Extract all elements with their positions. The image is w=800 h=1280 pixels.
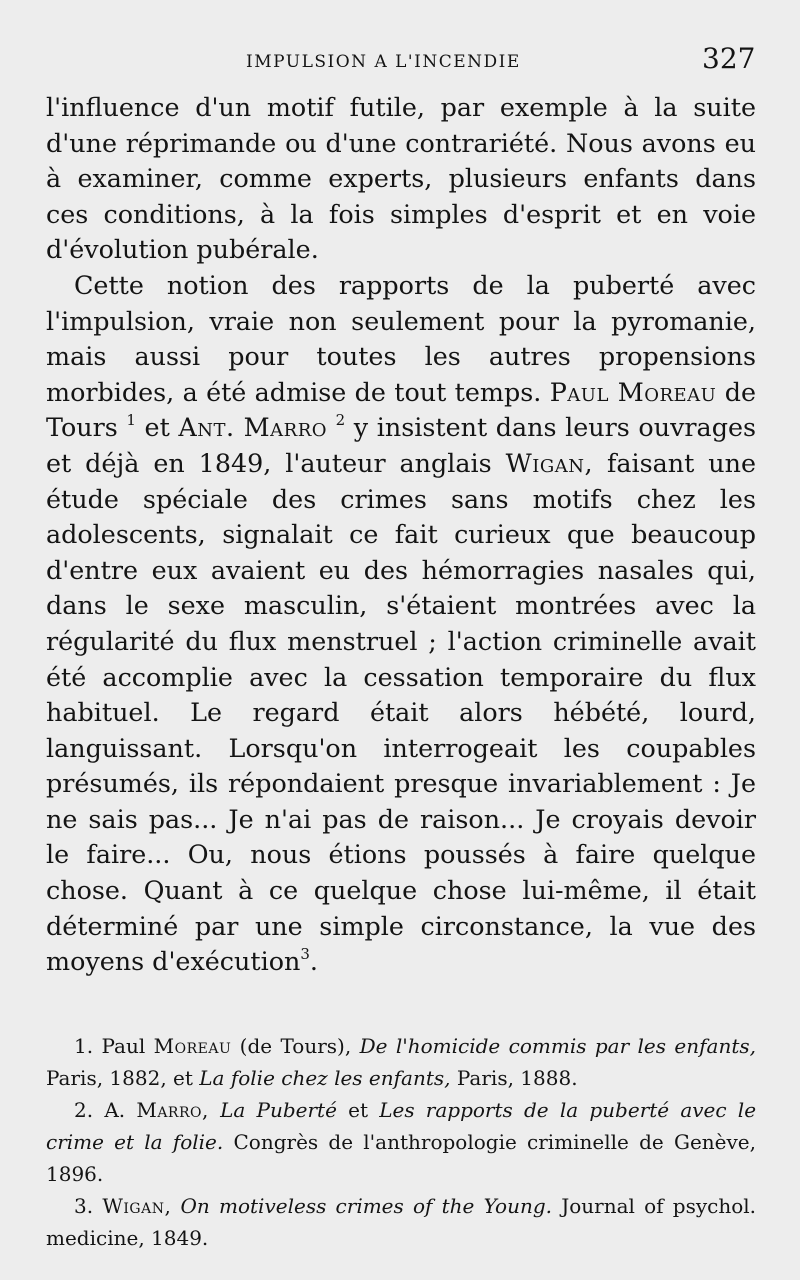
main-text	[46, 90, 756, 980]
footnote-3	[46, 1190, 756, 1254]
paragraph-1: l'influence d'un motif futile, par exemple à la suite d'une réprimande ou d'une contrariété. Nous avons eu à examiner, comme experts, plusieurs enfants dans ces conditions, à la fois simples d'esprit et en voie d'évolution pubérale.	[46, 92, 756, 265]
paragraph-2-text-5: faisant une étude spéciale des crimes sans motifs chez les adolescents, signalait ce fait curieux que beaucoup d'entre eux avaient eu des hémorragies nasales qui, dans le sexe masculin, s'étaient montrées avec la régularité du flux menstruel ; l'action criminelle avait été accomplie avec la cessation temporaire du flux habituel. Le regard était alors hébété, lourd, languissant. Lorsqu'on interrogeait les coupables présumés, ils répondaient presque invariablement : Je ne sais pas... Je n'ai pas de raison... Je croyais devoir le faire... Ou, nous étions poussés à faire quelque chose. Quant à ce quelque chose lui-même, il était déterminé par une simple circonstance, la vue des moyens d'exécution	[46, 447, 757, 977]
footnote-author: Moreau	[153, 1034, 232, 1058]
paragraph-2-text-3: et	[144, 412, 170, 443]
footnote-work-title: On motiveless crimes of the Young.	[180, 1194, 553, 1218]
running-title: IMPULSION A L'INCENDIE	[246, 52, 521, 72]
footnote-1	[46, 1030, 756, 1094]
footnote-author-suffix: (de Tours),	[239, 1034, 352, 1058]
footnote-number: 3.	[74, 1194, 94, 1218]
footnote-number: 2.	[74, 1098, 94, 1122]
footnotes	[46, 1030, 756, 1254]
paragraph-2	[46, 268, 756, 980]
paragraph-2-text-6: .	[309, 946, 318, 977]
paragraph-2-text-2: de Tours	[46, 376, 756, 443]
footnote-text: Journal of psychol. medicine, 1849.	[46, 1194, 757, 1250]
footnote-author-first: A.	[104, 1098, 126, 1122]
footnote-author: Marro,	[136, 1098, 209, 1122]
footnote-author-first: Paul	[101, 1034, 146, 1058]
footnote-ref-2: 2	[335, 411, 346, 430]
footnote-2	[46, 1094, 756, 1190]
footnote-author: Wigan,	[102, 1194, 172, 1218]
footnote-work-title: Les rapports de la puberté avec le crime et la folie.	[46, 1098, 757, 1154]
footnote-ref-1: 1	[126, 411, 136, 430]
footnote-work-title: La folie chez les enfants,	[199, 1066, 451, 1090]
footnote-work-title: De l'homicide commis par les enfants,	[359, 1034, 757, 1058]
footnote-ref-3: 3	[300, 945, 310, 964]
paragraph-2-text-4: y insistent dans leurs ouvrages et déjà en 1849, l'auteur anglais	[46, 412, 757, 478]
page-number: 327	[702, 42, 756, 75]
author-name-moreau: Paul Moreau	[549, 376, 717, 407]
footnote-text: Paris, 1888.	[456, 1066, 578, 1090]
author-name-marro: Ant. Marro	[178, 412, 328, 443]
footnote-text: et	[348, 1098, 368, 1122]
footnote-text: Congrès de l'anthropologie criminelle de Genève, 1896.	[46, 1130, 757, 1186]
footnote-text: Paris, 1882, et	[46, 1066, 193, 1090]
paragraph-2-text-1: Cette notion des rapports de la puberté avec l'impulsion, vraie non seulement pour la pyromanie, mais aussi pour toutes les autres propensions morbides, a été admise de tout temps.	[46, 269, 756, 407]
author-name-wigan: Wigan,	[505, 447, 594, 478]
footnote-work-title: La Puberté	[220, 1098, 337, 1122]
footnote-number: 1.	[74, 1034, 94, 1058]
page-header	[0, 42, 800, 82]
